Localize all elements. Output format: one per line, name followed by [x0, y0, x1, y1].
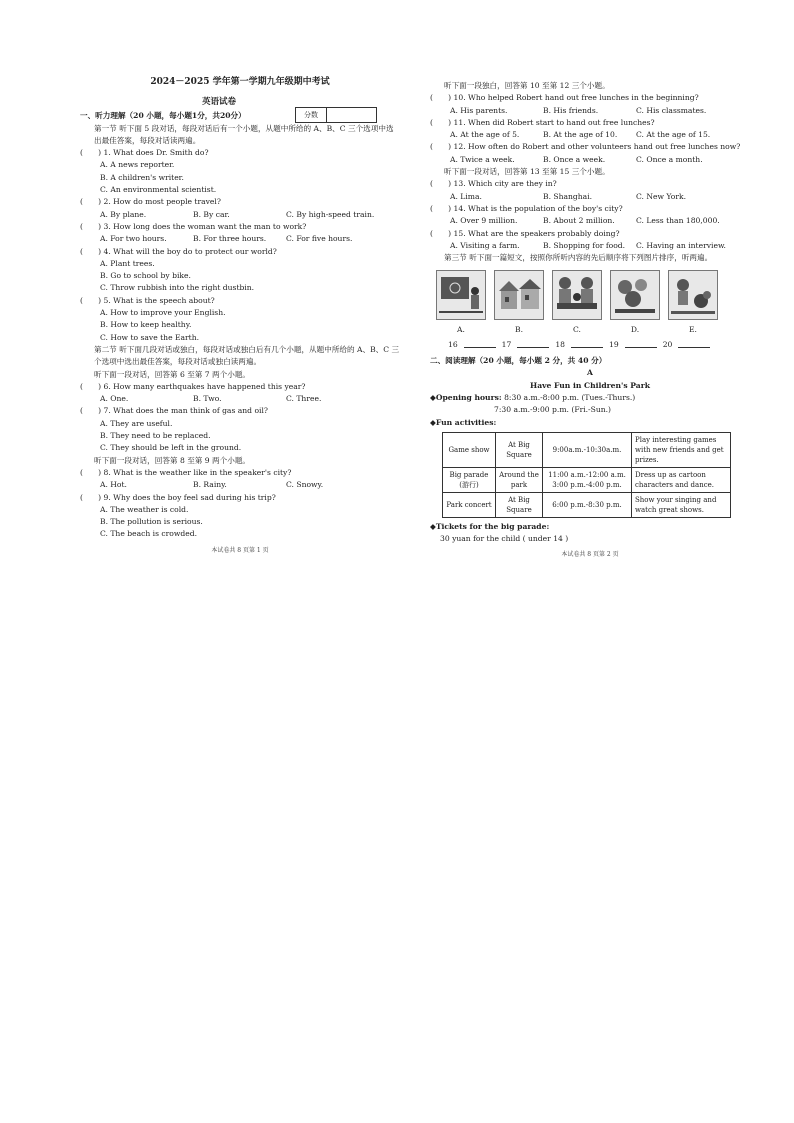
q1-option-a: A. A news reporter. [100, 160, 175, 170]
exam-title: 2024－2025 学年第一学期九年级期中考试 [150, 77, 330, 87]
activity-desc: Play interesting games with new friends and get prizes. [632, 432, 731, 467]
picture-people-eating [552, 270, 602, 320]
q11-stem: ( ) 11. When did Robert start to hand out free lunches? [430, 117, 655, 127]
q2-option-b: B. By car. [193, 209, 230, 219]
blank-18-field[interactable] [571, 339, 603, 348]
score-label: 分数 [296, 108, 327, 122]
q6-option-c: C. Three. [286, 394, 322, 404]
activities-table [442, 432, 731, 518]
q15-option-c: C. Having an interview. [636, 240, 726, 250]
q14-option-a: A. Over 9 million. [450, 216, 518, 226]
q12-option-c: C. Once a month. [636, 154, 703, 164]
table-row [443, 432, 731, 467]
opening-label: ◆Opening hours: [430, 392, 502, 402]
picture-label-e: E. [689, 325, 697, 335]
activity-place: At Big Square [496, 492, 543, 517]
opening-line-1: 8:30 a.m.-8:00 p.m. (Tues.-Thurs.) [504, 392, 636, 402]
q3-stem: ( ) 3. How long does the woman want the man to work? [80, 221, 307, 231]
q15-options [430, 240, 750, 252]
q14-stem: ( ) 14. What is the population of the boy's city? [430, 203, 623, 213]
blank-20-number: 20 [662, 339, 673, 349]
q11-option-b: B. At the age of 10. [543, 130, 618, 140]
q6-option-b: B. Two. [193, 394, 222, 404]
picture-label-b: B. [515, 325, 523, 335]
q3-option-c: C. For five hours. [286, 234, 353, 244]
q2-option-a: A. By plane. [100, 209, 147, 219]
part1-instructions: 第一节 听下面 5 段对话，每段对话后有一个小题，从题中所给的 A、B、C 三个选项中选出最佳答案，每段对话读两遍。 [94, 123, 394, 145]
activity-name: Park concert [443, 492, 496, 517]
q8-stem: ( ) 8. What is the weather like in the speaker's city? [80, 467, 292, 477]
blank-17-field[interactable] [517, 339, 549, 348]
activity-desc: Show your singing and watch great shows. [632, 492, 731, 517]
q6-options [80, 393, 400, 405]
blank-20-field[interactable] [678, 339, 710, 348]
blank-19-number: 19 [609, 339, 619, 349]
part2-instructions: 第二节 听下面几段对话或独白，每段对话或独白后有几个小题，从题中所给的 A、B、C 三个选项中选出最佳答案，每段对话或独白读两遍。 [94, 344, 400, 367]
q2-option-c: C. By high-speed train. [286, 209, 375, 219]
passage-title: Have Fun in Children's Park [530, 380, 650, 390]
q15-stem: ( ) 15. What are the speakers probably doing? [430, 228, 620, 238]
answer-blanks [430, 339, 750, 351]
tickets-line: 30 yuan for the child ( under 14 ) [440, 534, 569, 544]
q2-stem: ( ) 2. How do most people travel? [80, 197, 221, 207]
q11-options [430, 129, 750, 141]
q7-option-a: A. They are useful. [100, 418, 173, 428]
q9-option-b: B. The pollution is serious. [100, 517, 203, 527]
q1-stem: ( ) 1. What does Dr. Smith do? [80, 148, 209, 158]
picture-labels [430, 324, 750, 336]
q10-option-c: C. His classmates. [636, 105, 707, 115]
q4-option-c: C. Throw rubbish into the right dustbin. [100, 283, 255, 293]
q5-option-c: C. How to save the Earth. [100, 332, 200, 342]
picture-row [430, 270, 750, 320]
part2-note-1: 听下面一段对话，回答第 6 至第 7 两个小题。 [94, 369, 251, 379]
picture-label-a: A. [457, 325, 465, 335]
activity-time: 9:00a.m.-10:30a.m. [543, 432, 632, 467]
q4-option-a: A. Plant trees. [100, 258, 155, 268]
section2-heading: 二、阅读理解（20 小题，每小题 2 分，共 40 分） [430, 356, 607, 366]
q7-option-b: B. They need to be replaced. [100, 431, 211, 441]
q13-option-c: C. New York. [636, 191, 686, 201]
note-top: 听下面一段独白，回答第 10 至第 12 三个小题。 [444, 81, 610, 90]
picture-label-d: D. [630, 325, 640, 335]
q12-options [430, 154, 750, 166]
q8-option-c: C. Snowy. [286, 480, 324, 490]
table-row [443, 467, 731, 492]
q2-options [80, 209, 400, 221]
q3-options [80, 233, 400, 245]
picture-houses [494, 270, 544, 320]
q6-stem: ( ) 6. How many earthquakes have happened this year? [80, 381, 306, 391]
activity-time: 6:00 p.m.-8:30 p.m. [543, 492, 632, 517]
q8-option-a: A. Hot. [100, 480, 127, 490]
q10-options [430, 105, 750, 117]
q13-stem: ( ) 13. Which city are they in? [430, 179, 557, 189]
blank-19-field[interactable] [625, 339, 657, 348]
left-column [80, 76, 400, 557]
activity-place: Around the park [496, 467, 543, 492]
q3-option-a: A. For two hours. [100, 234, 167, 244]
q11-option-a: A. At the age of 5. [450, 130, 520, 140]
picture-label-c: C. [573, 325, 581, 335]
q4-stem: ( ) 4. What will the boy do to protect our world? [80, 246, 277, 256]
left-page-footer: 本试卷共 8 页第 1 页 [211, 546, 269, 554]
q12-option-a: A. Twice a week. [450, 154, 515, 164]
q10-option-b: B. His friends. [543, 105, 599, 115]
table-row [443, 492, 731, 517]
picture-child-farm [668, 270, 718, 320]
q13-option-b: B. Shanghai. [543, 191, 593, 201]
q5-option-a: A. How to improve your English. [100, 308, 226, 318]
blank-16-number: 16 [448, 339, 458, 349]
q5-option-b: B. How to keep healthy. [100, 320, 192, 330]
q12-option-b: B. Once a week. [543, 154, 606, 164]
part2-note-2: 听下面一段对话，回答第 8 至第 9 两个小题。 [94, 455, 251, 465]
q6-option-a: A. One. [100, 394, 129, 404]
q1-option-b: B. A children's writer. [100, 172, 184, 182]
activity-name: Big parade (游行) [443, 467, 496, 492]
q15-option-a: A. Visiting a farm. [450, 240, 520, 250]
q4-option-b: B. Go to school by bike. [100, 271, 191, 281]
score-field[interactable] [327, 108, 376, 122]
q9-stem: ( ) 9. Why does the boy feel sad during his trip? [80, 492, 276, 502]
q1-option-c: C. An environmental scientist. [100, 185, 217, 195]
activity-name: Game show [443, 432, 496, 467]
blank-18-number: 18 [555, 339, 566, 349]
q10-stem: ( ) 10. Who helped Robert hand out free lunches in the beginning? [430, 93, 699, 103]
right-column [430, 80, 750, 562]
q11-option-c: C. At the age of 15. [636, 130, 711, 140]
q8-options [80, 479, 400, 491]
q8-option-b: B. Rainy. [193, 480, 227, 490]
blank-17-number: 17 [501, 339, 512, 349]
q5-stem: ( ) 5. What is the speech about? [80, 295, 215, 305]
part3-instructions: 第三节 听下面一篇短文，按照你所听内容的先后顺序将下列图片排序，听两遍。 [444, 253, 713, 263]
q15-option-b: B. Shopping for food. [543, 240, 626, 250]
picture-food-table [610, 270, 660, 320]
opening-line-2: 7:30 a.m.-9:00 p.m. (Fri.-Sun.) [494, 405, 611, 415]
tickets-label: ◆Tickets for the big parade: [430, 521, 550, 531]
note-mid: 听下面一段对话，回答第 13 至第 15 三个小题。 [444, 167, 610, 177]
opening-hours [430, 392, 750, 404]
q13-options [430, 191, 750, 203]
passage-letter: A [587, 368, 593, 378]
q14-option-b: B. About 2 million. [543, 216, 615, 226]
q7-stem: ( ) 7. What does the man think of gas and oil? [80, 406, 268, 416]
q12-stem: ( ) 12. How often do Robert and other volunteers hand out free lunches now? [430, 142, 741, 152]
q7-option-c: C. They should be left in the ground. [100, 443, 242, 453]
blank-16-field[interactable] [464, 339, 496, 348]
q14-option-c: C. Less than 180,000. [636, 216, 720, 226]
q13-option-a: A. Lima. [450, 191, 482, 201]
activity-desc: Dress up as cartoon characters and dance. [632, 467, 731, 492]
q9-option-c: C. The beach is crowded. [100, 529, 197, 539]
q3-option-b: B. For three hours. [193, 234, 267, 244]
section1-heading: 一、听力理解（20 小题，每小题1分，共20分） [80, 111, 246, 121]
right-page-footer: 本试卷共 8 页第 2 页 [561, 551, 619, 559]
score-box[interactable] [295, 107, 377, 123]
exam-subtitle: 英语试卷 [202, 97, 237, 108]
fun-activities-label: ◆Fun activities: [430, 417, 497, 427]
picture-classroom [436, 270, 486, 320]
q10-option-a: A. His parents. [450, 105, 508, 115]
q9-option-a: A. The weather is cold. [100, 504, 189, 514]
q14-options [430, 215, 750, 227]
activity-place: At Big Square [496, 432, 543, 467]
activity-time: 11:00 a.m.-12:00 a.m. 3:00 p.m.-4:00 p.m. [543, 467, 632, 492]
